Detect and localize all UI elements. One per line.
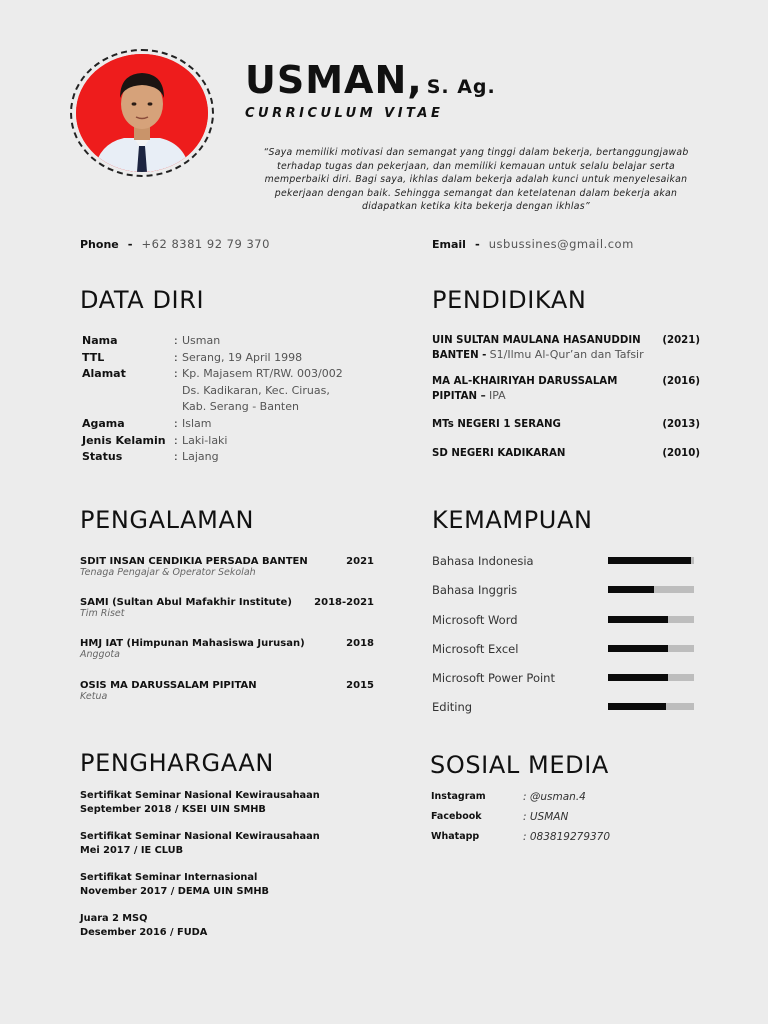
section-title-penghargaan: PENGHARGAAN [80, 749, 274, 777]
education-item [432, 334, 700, 375]
personal-key: Agama [82, 416, 125, 430]
personal-row: Alamat : Kp. Majasem RT/RW. 003/002 [82, 366, 343, 383]
phone-label: Phone [80, 238, 119, 251]
school-year: (2021) [662, 335, 700, 346]
social-row [431, 831, 610, 851]
personal-value: Kp. Majasem RT/RW. 003/002 [182, 367, 343, 381]
school-name: MA AL-KHAIRIYAH DARUSSALAM PIPITAN – [432, 376, 618, 403]
profile-photo-frame [70, 49, 214, 177]
personal-row: Status : Lajang [82, 449, 343, 466]
skill-item [432, 671, 694, 700]
personal-key: Status [82, 450, 123, 464]
skill-item [432, 554, 694, 583]
social-row [431, 811, 610, 831]
experience-list [80, 556, 374, 710]
profile-photo [76, 54, 208, 172]
personal-key [82, 399, 174, 416]
experience-item [80, 556, 374, 597]
award-item [80, 830, 320, 871]
school-year: (2010) [662, 448, 700, 459]
award-item [80, 871, 320, 912]
skill-name: Microsoft Power Point [432, 671, 555, 686]
personal-row: Nama : Usman [82, 333, 343, 350]
section-title-kemampuan: KEMAMPUAN [432, 506, 593, 534]
award-item [80, 789, 320, 830]
skill-bar-fill [608, 616, 668, 623]
skill-name: Editing [432, 700, 473, 715]
education-list [432, 334, 700, 467]
social-platform: Whatapp [431, 831, 480, 842]
experience-role: Tenaga Pengajar & Operator Sekolah [80, 567, 256, 578]
skill-name: Bahasa Indonesia [432, 554, 534, 568]
section-title-data-diri: DATA DIRI [80, 286, 205, 314]
school-year: (2013) [662, 419, 700, 430]
award-name: Juara 2 MSQ [80, 913, 148, 924]
skill-bar [608, 674, 694, 681]
school-year: (2016) [662, 376, 700, 387]
school-name: SD NEGERI KADIKARAN [432, 448, 566, 459]
award-date: Desember 2016 / FUDA [80, 926, 208, 938]
education-item [432, 375, 700, 418]
school-detail: IPA [488, 389, 506, 403]
experience-item [80, 597, 374, 638]
email-label: Email [432, 238, 466, 251]
skill-name: Bahasa Inggris [432, 583, 518, 598]
experience-role: Ketua [80, 691, 108, 702]
skill-item [432, 583, 694, 612]
personal-row: Jenis Kelamin : Laki-laki [82, 433, 343, 450]
social-handle: : 083819279370 [523, 831, 611, 843]
skill-name: Microsoft Excel [432, 641, 519, 656]
experience-year: 2015 [346, 680, 374, 691]
personal-key: Nama [82, 334, 118, 347]
social-media-list [431, 791, 610, 851]
name-suffix: S. Ag. [426, 76, 496, 98]
award-date: September 2018 / KSEI UIN SMHB [80, 803, 266, 815]
award-date: November 2017 / DEMA UIN SMHB [80, 885, 269, 897]
personal-row: TTL : Serang, 19 April 1998 [82, 350, 343, 367]
experience-year: 2018 [346, 638, 374, 649]
personal-value: Serang, 19 April 1998 [182, 350, 303, 364]
experience-role: Anggota [80, 649, 120, 660]
skill-bar-fill [608, 645, 668, 652]
candidate-name [245, 58, 496, 109]
education-item [432, 447, 700, 467]
social-handle: : USMAN [523, 811, 569, 823]
education-item [432, 418, 700, 447]
experience-role: Tim Riset [80, 608, 125, 619]
email-value: usbussines@gmail.com [488, 237, 634, 251]
personal-data-list [82, 333, 343, 466]
award-name: Sertifikat Seminar Internasional [80, 872, 258, 883]
document-subtitle: CURRICULUM VITAE [245, 106, 444, 121]
skill-bar [608, 703, 694, 710]
skill-bar-fill [608, 586, 654, 593]
name-text: USMAN, [245, 58, 423, 102]
experience-title: SDIT INSAN CENDIKIA PERSADA BANTEN [80, 556, 308, 567]
social-platform: Instagram [431, 791, 486, 802]
awards-list [80, 789, 320, 942]
school-name: MTs NEGERI 1 SERANG [432, 419, 561, 430]
personal-key: TTL [82, 350, 105, 364]
skill-bar-fill [608, 557, 691, 564]
personal-row: Agama : Islam [82, 416, 343, 433]
award-date: Mei 2017 / IE CLUB [80, 844, 184, 856]
skill-bar [608, 557, 694, 564]
personal-value: Ds. Kadikaran, Kec. Ciruas, [182, 383, 330, 397]
award-item [80, 912, 320, 942]
personal-key: Jenis Kelamin [82, 433, 166, 447]
phone-value: +62 8381 92 79 370 [141, 237, 270, 251]
skill-name: Microsoft Word [432, 612, 518, 627]
skill-bar [608, 645, 694, 652]
skill-bar [608, 616, 694, 623]
personal-value: Usman [182, 334, 221, 347]
social-row [431, 791, 610, 811]
email-contact [432, 237, 634, 251]
school-detail: S1/Ilmu Al-Qur’an dan Tafsir [489, 348, 644, 362]
personal-statement: “Saya memiliki motivasi dan semangat yang tinggi dalam bekerja, bertanggungjawab terhadap tugas dan pekerjaan, dan memiliki kemauan untuk selalu belajar serta memperbaiki diri. Bagi saya, ikhlas dalam bekerja adalah kunci untuk menyelesaikan pekerjaan dengan baik. Sehingga semangat dan ketelatenan dalam bekerja akan didapatkan ketika kita bekerja dengan ikhlas” [263, 147, 689, 213]
personal-key [82, 383, 174, 400]
social-platform: Facebook [431, 811, 482, 822]
experience-year: 2018-2021 [314, 597, 374, 608]
skill-bar-fill [608, 674, 668, 681]
email-dash: - [474, 237, 480, 251]
experience-title: HMJ IAT (Himpunan Mahasiswa Jurusan) [80, 638, 305, 649]
skill-item [432, 642, 694, 671]
experience-year: 2021 [346, 556, 374, 567]
skills-list [432, 554, 694, 730]
personal-key: Alamat [82, 367, 126, 381]
experience-item [80, 680, 374, 710]
skill-item [432, 613, 694, 642]
school-name: UIN SULTAN MAULANA HASANUDDIN BANTEN - [432, 335, 641, 362]
phone-dash: - [127, 237, 133, 251]
person-photo-icon [76, 54, 208, 172]
social-handle: : @usman.4 [523, 791, 586, 803]
section-title-sosial-media: SOSIAL MEDIA [430, 751, 609, 779]
experience-item [80, 638, 374, 680]
personal-value: Kab. Serang - Banten [182, 400, 299, 414]
experience-title: SAMI (Sultan Abul Mafakhir Institute) [80, 597, 292, 608]
personal-value: Lajang [182, 450, 219, 464]
personal-row [82, 383, 343, 400]
section-title-pendidikan: PENDIDIKAN [432, 286, 587, 314]
section-title-pengalaman: PENGALAMAN [80, 506, 255, 534]
award-name: Sertifikat Seminar Nasional Kewirausahaan [80, 831, 320, 842]
skill-bar-fill [608, 703, 666, 710]
personal-value: Laki-laki [182, 433, 228, 447]
experience-title: OSIS MA DARUSSALAM PIPITAN [80, 680, 257, 691]
personal-value: Islam [182, 416, 212, 430]
skill-item [432, 700, 694, 729]
phone-contact [80, 237, 270, 251]
personal-row [82, 399, 343, 416]
skill-bar [608, 586, 694, 593]
award-name: Sertifikat Seminar Nasional Kewirausahaan [80, 790, 320, 801]
